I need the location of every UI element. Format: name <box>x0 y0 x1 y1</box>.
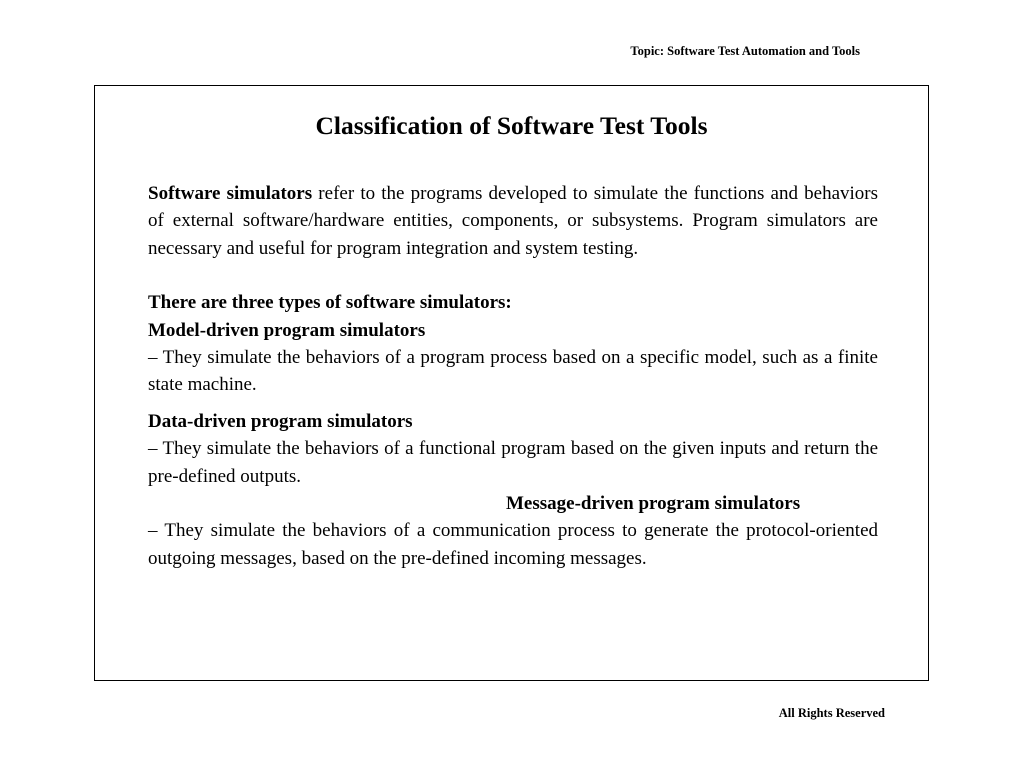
intro-text: refer to the programs developed to simulate the functions and behaviors of external software/hardware entities, components, or subsystems. Program simulators are necessary and useful for program integration and system testing. <box>148 183 878 259</box>
data-driven-description: – They simulate the behaviors of a functional program based on the given inputs and return the pre-defined outputs. <box>148 438 878 487</box>
rights-footer: All Rights Reserved <box>778 706 885 720</box>
model-driven-description: – They simulate the behaviors of a program process based on a specific model, such as a finite state machine. <box>148 347 878 396</box>
topic-header: Topic: Software Test Automation and Tools <box>630 44 860 58</box>
intro-paragraph <box>148 180 878 262</box>
intro-term: Software simulators <box>148 183 313 204</box>
types-heading: There are three types of software simulators: <box>148 292 512 314</box>
data-driven-heading: Data-driven program simulators <box>148 410 413 432</box>
spacer <box>148 399 878 408</box>
slide-content <box>148 180 878 572</box>
slide-title: Classification of Software Test Tools <box>315 111 708 140</box>
model-driven-heading: Model-driven program simulators <box>148 319 426 341</box>
message-driven-description: – They simulate the behaviors of a communication process to generate the protocol-oriented outgoing messages, based on the pre-defined incoming messages. <box>148 520 878 569</box>
spacer <box>148 262 878 289</box>
message-driven-heading: Message-driven program simulators <box>506 493 801 515</box>
slide-frame <box>94 85 929 681</box>
